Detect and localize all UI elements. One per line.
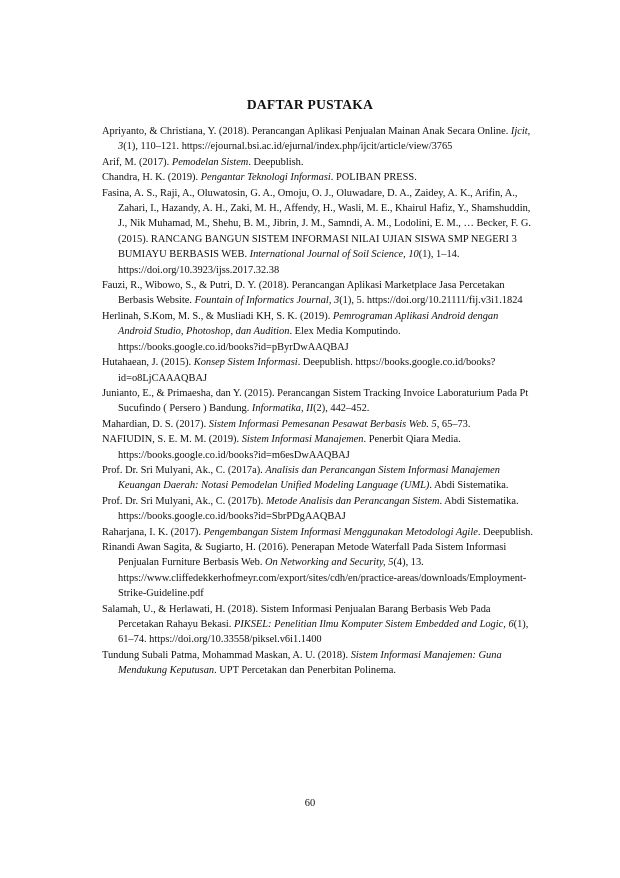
reference-italic-title: International Journal of Soil Science, 10 <box>249 249 419 261</box>
reference-text-tail: . Deepublish. https://books.google.co.id/books?id=o8LjCAAAQBAJ <box>118 357 496 384</box>
reference-text: Rinandi Awan Sagita, & Sugiarto, H. (2016). Penerapan Metode Waterfall Pada Sistem Informasi Penjualan Furniture Berbasis Web. <box>102 541 507 569</box>
reference-entry <box>102 355 534 386</box>
reference-italic-title: Pengembangan Sistem Informasi Menggunakan Metodologi Agile <box>203 526 478 538</box>
reference-text: Hutahaean, J. (2015). <box>102 357 194 369</box>
reference-entry <box>102 278 534 309</box>
reference-text: Fasina, A. S., Raji, A., Oluwatosin, G. A., Omoju, O. J., Oluwadare, D. A., Zaidey, A. K., Arifin, A., Zahari, I., Hazandy, A. H., Zaki, M. H., Affendy, H., Wasli, M. E., Khairul Hafiz, Y., Shamshuddin, J., Nik Muhamad, M., Shehu, B. M., Jibrin, J. M., Samndi, A. M., Lodolini, E. M., … Becker, F. G. (2015). RANCANG BANGUN SISTEM INFORMASI NILAI UJIAN SISWA SMP NEGERI 3 BUMIAYU BERBASIS WEB. <box>102 187 531 261</box>
reference-text-tail: . Penerbit Qiara Media. https://books.google.co.id/books?id=m6esDwAAQBAJ <box>118 434 461 461</box>
reference-text: Tundung Subali Patma, Mohammad Maskan, A. U. (2018). <box>102 649 351 661</box>
reference-italic-title: Pengantar Teknologi Informasi <box>200 172 331 184</box>
reference-text: Herlinah, S.Kom, M. S., & Musliadi KH, S. K. (2019). <box>102 310 333 322</box>
reference-entry <box>102 155 534 170</box>
reference-italic-title: Sistem Informasi Manajemen: Guna Mendukung Keputusan <box>118 649 502 677</box>
reference-entry <box>102 186 534 278</box>
reference-text-tail: (1), 5. https://doi.org/10.21111/fij.v3i1.1824 <box>339 295 523 307</box>
reference-text-tail: . Abdi Sistematika. https://books.google.co.id/books?id=SbrPDgAAQBAJ <box>118 495 519 523</box>
reference-italic-title: Sistem Informasi Manajemen <box>241 434 364 446</box>
reference-text: Fauzi, R., Wibowo, S., & Putri, D. Y. (2018). Perancangan Aplikasi Marketplace Jasa Percetakan Berbasis Website. <box>102 280 505 307</box>
reference-text-tail: . Deepublish. <box>477 526 533 538</box>
reference-text: Chandra, H. K. (2019). <box>102 172 201 184</box>
reference-text-tail: , 65–73. <box>436 418 471 430</box>
reference-text: Arif, M. (2017). <box>102 156 172 168</box>
reference-text: Junianto, E., & Primaesha, dan Y. (2015). Perancangan Sistem Tracking Invoice Laboraturium Pada Pt Sucufindo ( Persero ) Bandung. <box>102 387 529 415</box>
reference-entry <box>102 170 534 185</box>
reference-text: Prof. Dr. Sri Mulyani, Ak., C. (2017a). <box>102 464 266 476</box>
reference-entry <box>102 417 534 432</box>
reference-italic-title: Ijcit, 3 <box>118 126 531 153</box>
reference-entry <box>102 540 534 602</box>
reference-italic-title: Sistem Informasi Pemesanan Pesawat Berbasis Web. 5 <box>208 418 437 430</box>
reference-text: Salamah, U., & Herlawati, H. (2018). Sistem Informasi Penjualan Barang Berbasis Web Pada Percetakan Rahayu Bekasi. <box>102 603 491 630</box>
reference-text-tail: . Elex Media Komputindo. https://books.google.co.id/books?id=pByrDwAAQBAJ <box>118 326 401 353</box>
reference-italic-title: Pemrograman Aplikasi Android dengan Android Studio, Photoshop, dan Audition <box>118 310 499 338</box>
reference-text: Mahardian, D. S. (2017). <box>102 418 209 430</box>
page-number: 60 <box>304 798 316 809</box>
reference-text-tail: (2), 442–452. <box>313 403 370 415</box>
reference-entry <box>102 386 534 417</box>
reference-entry <box>102 309 534 355</box>
reference-entry <box>102 648 534 679</box>
reference-text: Apriyanto, & Christiana, Y. (2018). Perancangan Aplikasi Penjualan Mainan Anak Secara Online. <box>102 126 511 137</box>
reference-italic-title: Metode Analisis dan Perancangan Sistem <box>265 495 440 507</box>
reference-italic-title: Pemodelan Sistem <box>171 156 249 168</box>
reference-text: Prof. Dr. Sri Mulyani, Ak., C. (2017b). <box>102 495 266 507</box>
reference-entry <box>102 124 534 155</box>
page-heading: DAFTAR PUSTAKA <box>246 97 374 112</box>
reference-text-tail: . UPT Percetakan dan Penerbitan Polinema. <box>214 665 396 677</box>
reference-text-tail: . Abdi Sistematika. <box>429 480 509 492</box>
reference-entry <box>102 525 534 540</box>
reference-text: Raharjana, I. K. (2017). <box>102 526 204 538</box>
reference-entry <box>102 432 534 463</box>
reference-entry <box>102 463 534 494</box>
reference-italic-title: Informatika, II <box>251 403 314 415</box>
reference-italic-title: Konsep Sistem Informasi <box>193 357 298 369</box>
reference-text: NAFIUDIN, S. E. M. M. (2019). <box>102 434 242 446</box>
reference-text-tail: (1), 110–121. https://ejournal.bsi.ac.id/ejurnal/index.php/ijcit/article/view/3765 <box>123 141 453 153</box>
reference-text-tail: . POLIBAN PRESS. <box>330 172 417 184</box>
reference-entry <box>102 494 534 525</box>
reference-italic-title: PIKSEL: Penelitian Ilmu Komputer Sistem Embedded and Logic, 6 <box>234 619 514 630</box>
reference-italic-title: On Networking and Security, 5 <box>265 557 394 569</box>
reference-text-tail: . Deepublish. <box>248 156 304 168</box>
reference-italic-title: Fountain of Informatics Journal, 3 <box>194 295 340 307</box>
reference-list <box>102 124 534 679</box>
reference-text-tail: (4), 13. https://www.cliffedekkerhofmeyr.com/export/sites/cdh/en/practice-areas/downloads/Employment-Strike-Guideline.pdf <box>118 557 527 600</box>
reference-entry <box>102 602 534 648</box>
reference-italic-title: Analisis dan Perancangan Sistem Informasi Manajemen Keuangan Daerah: Notasi Pemodelan Unified Modeling Language (UML) <box>118 464 500 492</box>
reference-text-tail: (1), 61–74. https://doi.org/10.33558/piksel.v6i1.1400 <box>118 619 529 646</box>
reference-text-tail: (1), 1–14. https://doi.org/10.3923/ijss.2017.32.38 <box>118 249 460 276</box>
